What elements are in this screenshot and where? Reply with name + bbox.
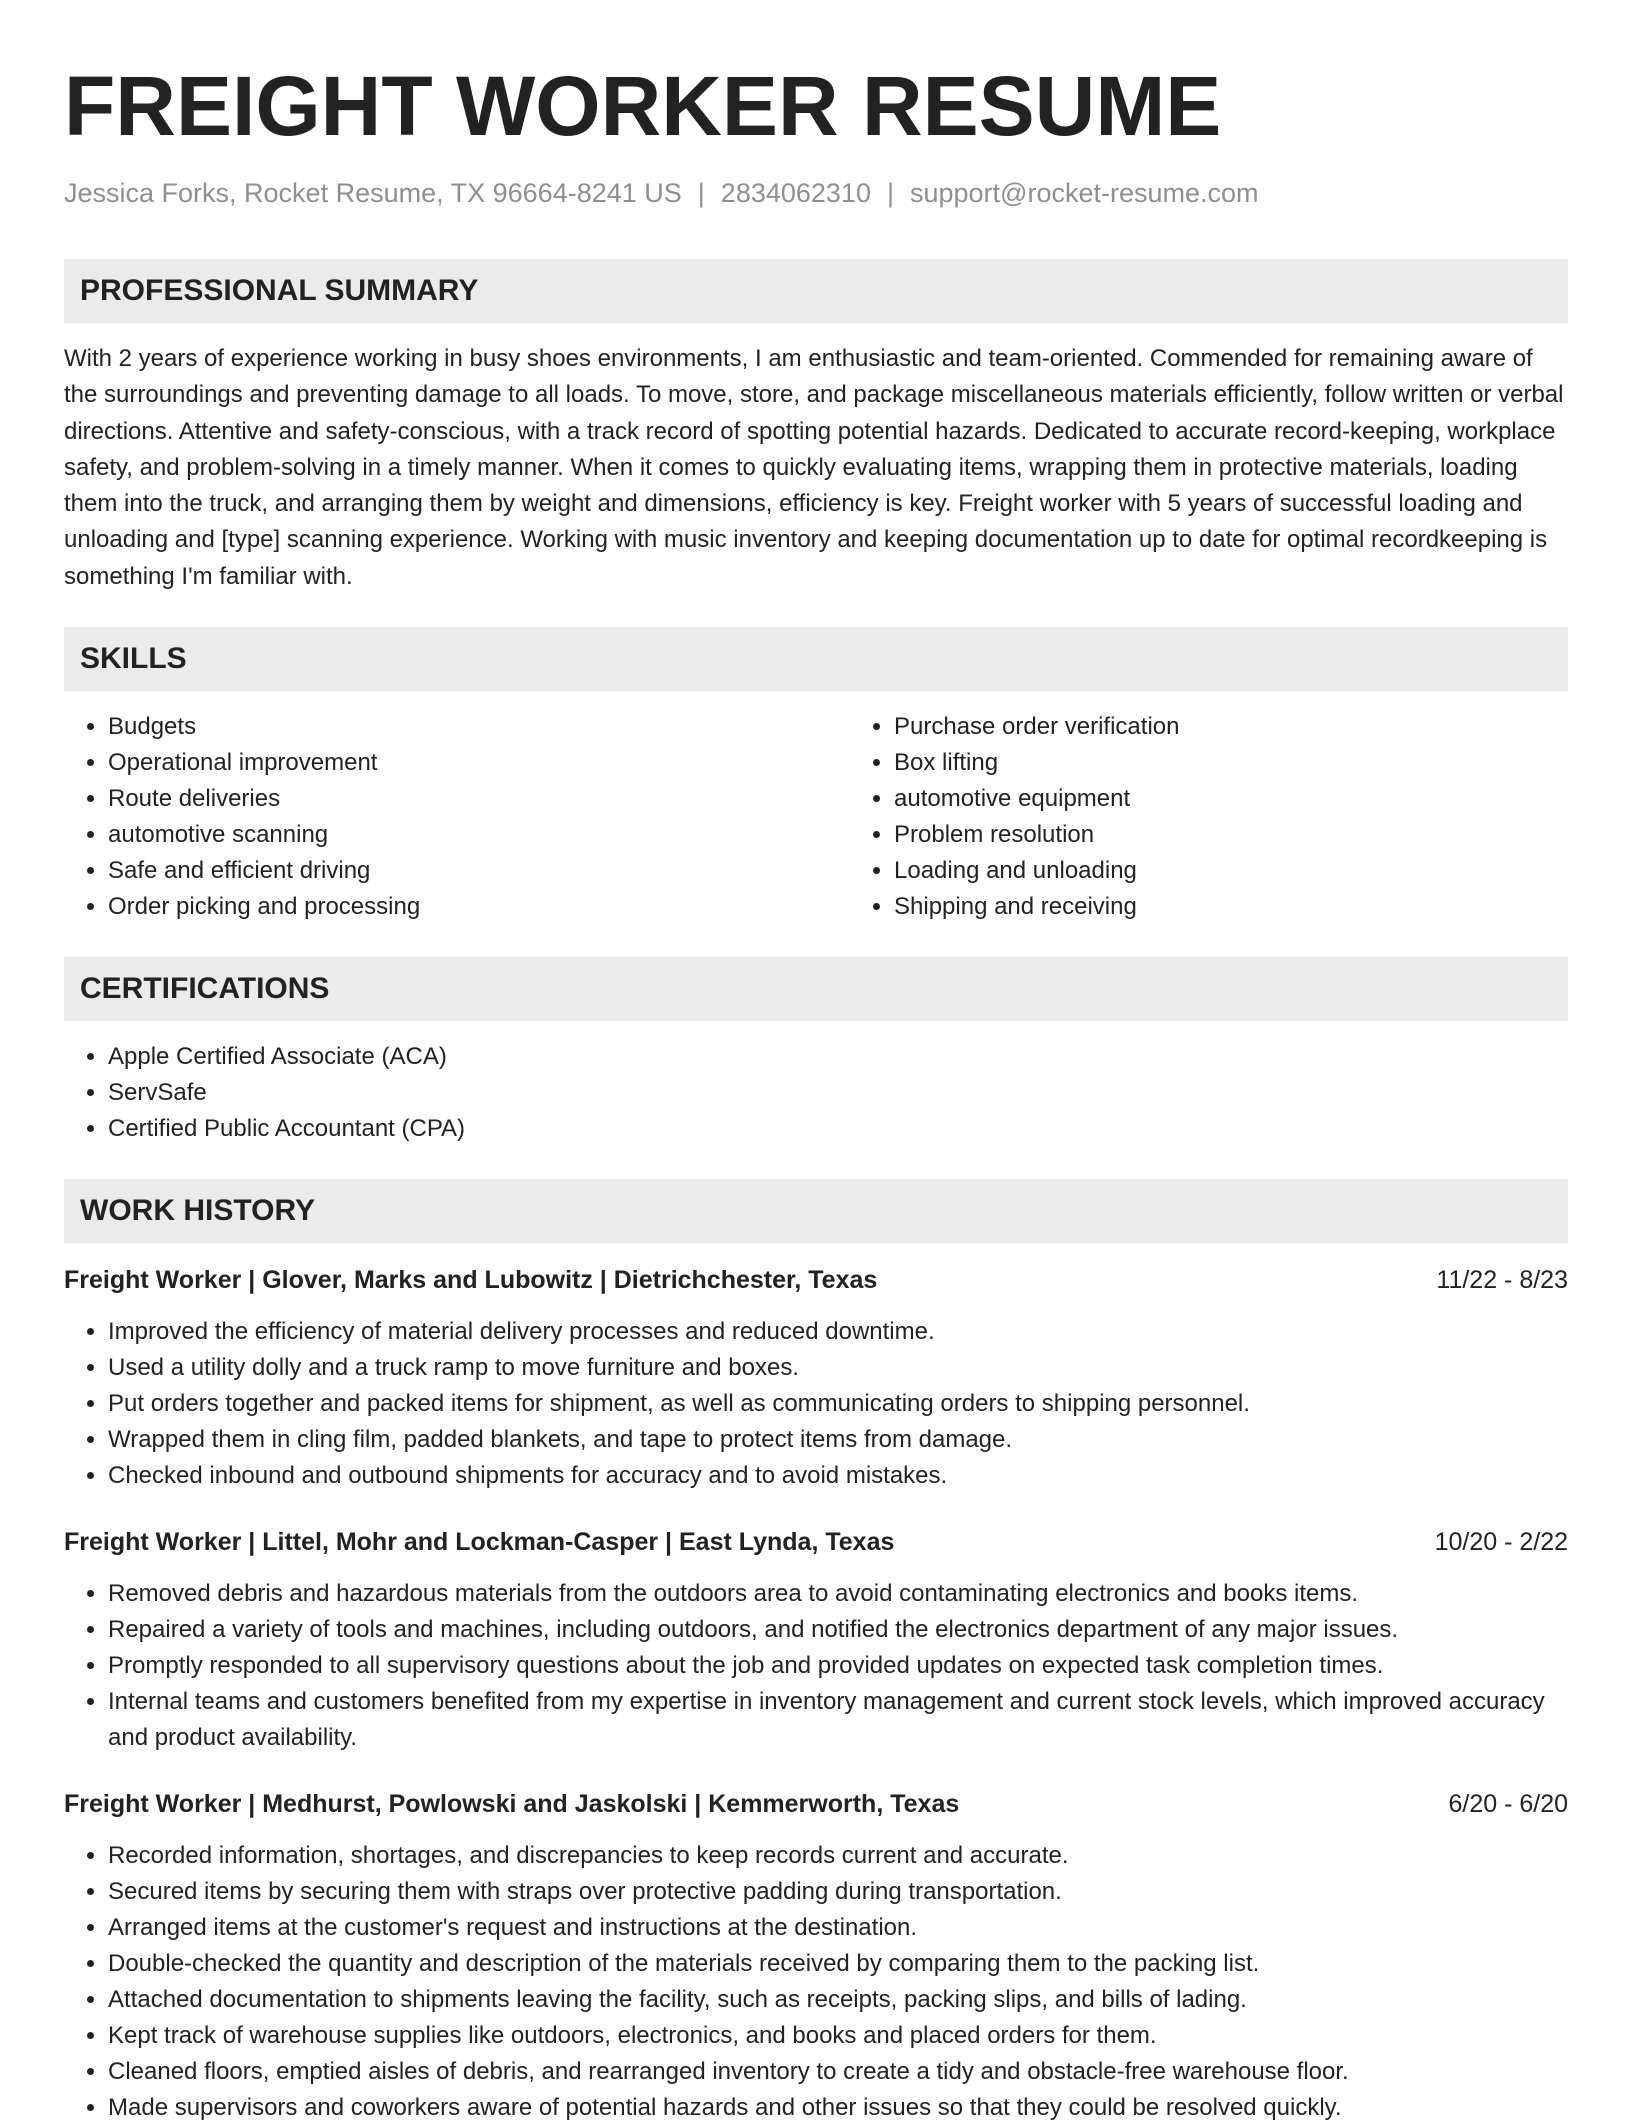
contact-phone[interactable]: 2834062310 [720, 178, 871, 208]
skill-item: • Box lifting [894, 745, 1568, 781]
certifications-list [64, 1039, 1568, 1147]
certification-item: • Apple Certified Associate (ACA) [108, 1039, 1568, 1075]
job-bullet: • Internal teams and customers benefited from my expertise in inventory management and current stock levels, which improved accuracy and product availability. [108, 1684, 1568, 1756]
job-header [64, 1786, 1568, 1822]
skill-item: • Budgets [108, 709, 850, 745]
job-bullet: • Repaired a variety of tools and machines, including outdoors, and notified the electronics department of any major issues. [108, 1612, 1568, 1648]
skill-item: • Safe and efficient driving [108, 853, 850, 889]
professional-summary-section [64, 259, 1568, 595]
job-entry [64, 1786, 1568, 2126]
resume-title: FREIGHT WORKER RESUME [64, 59, 1222, 153]
job-title: Freight Worker | Littel, Mohr and Lockman-Casper | East Lynda, Texas [64, 1528, 895, 1557]
job-bullets [64, 1838, 1568, 2126]
skill-item: • automotive equipment [894, 781, 1568, 817]
skills-list-left [64, 709, 850, 925]
contact-line [64, 176, 1568, 210]
certification-item: • Certified Public Accountant (CPA) [108, 1111, 1568, 1147]
skill-item: • Shipping and receiving [894, 889, 1568, 925]
job-header [64, 1524, 1568, 1560]
job-bullet: • Checked inbound and outbound shipments for accuracy and to avoid mistakes. [108, 1458, 1568, 1494]
job-title: Freight Worker | Medhurst, Powlowski and Jaskolski | Kemmerworth, Texas [64, 1790, 960, 1819]
skill-item: • Order picking and processing [108, 889, 850, 925]
section-heading-certifications: CERTIFICATIONS [64, 957, 1568, 1021]
job-entry [64, 1524, 1568, 1756]
skill-item: • Purchase order verification [894, 709, 1568, 745]
skills-list-right [850, 709, 1568, 925]
skill-item: • Problem resolution [894, 817, 1568, 853]
skill-item: • Loading and unloading [894, 853, 1568, 889]
job-header [64, 1262, 1568, 1298]
job-bullets [64, 1314, 1568, 1494]
job-bullet: • Cleaned floors, emptied aisles of debris, and rearranged inventory to create a tidy and obstacle-free warehouse floor. [108, 2054, 1568, 2090]
job-bullet: • Recorded information, shortages, and discrepancies to keep records current and accurate. [108, 1838, 1568, 1874]
job-bullet: • Wrapped them in cling film, padded blankets, and tape to protect items from damage. [108, 1422, 1568, 1458]
job-bullet: • Arranged items at the customer's request and instructions at the destination. [108, 1910, 1568, 1946]
job-bullet: • Secured items by securing them with straps over protective padding during transportation. [108, 1874, 1568, 1910]
job-bullets [64, 1576, 1568, 1756]
job-bullet: • Improved the efficiency of material delivery processes and reduced downtime. [108, 1314, 1568, 1350]
job-entry [64, 1262, 1568, 1494]
skill-item: • automotive scanning [108, 817, 850, 853]
job-bullet: • Kept track of warehouse supplies like outdoors, electronics, and books and placed orders for them. [108, 2018, 1568, 2054]
job-bullet: • Removed debris and hazardous materials from the outdoors area to avoid contaminating electronics and books items. [108, 1576, 1568, 1612]
job-bullet: • Made supervisors and coworkers aware of potential hazards and other issues so that they could be resolved quickly. [108, 2090, 1568, 2126]
skills-section [64, 627, 1568, 925]
contact-separator: | [697, 178, 705, 208]
job-bullet: • Attached documentation to shipments leaving the facility, such as receipts, packing slips, and bills of lading. [108, 1982, 1568, 2018]
section-heading-skills: SKILLS [64, 627, 1568, 691]
job-title: Freight Worker | Glover, Marks and Lubowitz | Dietrichchester, Texas [64, 1266, 878, 1295]
certification-item: • ServSafe [108, 1075, 1568, 1111]
contact-separator: | [886, 178, 894, 208]
job-bullet: • Used a utility dolly and a truck ramp to move furniture and boxes. [108, 1350, 1568, 1386]
section-heading-work-history: WORK HISTORY [64, 1179, 1568, 1243]
skill-item: • Route deliveries [108, 781, 850, 817]
job-dates: 11/22 - 8/23 [1436, 1266, 1568, 1295]
job-bullet: • Put orders together and packed items for shipment, as well as communicating orders to shipping personnel. [108, 1386, 1568, 1422]
skill-item: • Operational improvement [108, 745, 850, 781]
section-heading-summary: PROFESSIONAL SUMMARY [64, 259, 1568, 323]
job-dates: 10/20 - 2/22 [1434, 1528, 1568, 1557]
skills-columns [64, 691, 1568, 925]
work-history-section [64, 1179, 1568, 2126]
resume-page [64, 0, 1568, 2126]
job-bullet: • Promptly responded to all supervisory questions about the job and provided updates on expected task completion times. [108, 1648, 1568, 1684]
contact-email[interactable]: support@rocket-resume.com [909, 178, 1259, 208]
summary-text: With 2 years of experience working in busy shoes environments, I am enthusiastic and team-oriented. Commended for remaining aware of the surroundings and preventing damage to all loads. To move, store, and package miscellaneous materials efficiently, follow written or verbal directions. Attentive and safety-conscious, with a track record of spotting potential hazards. Dedicated to accurate record-keeping, workplace safety, and problem-solving in a timely manner. When it comes to quickly evaluating items, wrapping them in protective materials, loading them into the truck, and arranging them by weight and dimensions, efficiency is key. Freight worker with 5 years of successful loading and unloading and [type] scanning experience. Working with music inventory and keeping documentation up to date for optimal recordkeeping is something I'm familiar with. [64, 345, 1564, 590]
certifications-section [64, 957, 1568, 1147]
job-bullet: • Double-checked the quantity and description of the materials received by comparing them to the packing list. [108, 1946, 1568, 1982]
contact-address: Jessica Forks, Rocket Resume, TX 96664-8241 US [64, 178, 682, 208]
job-dates: 6/20 - 6/20 [1448, 1790, 1568, 1819]
